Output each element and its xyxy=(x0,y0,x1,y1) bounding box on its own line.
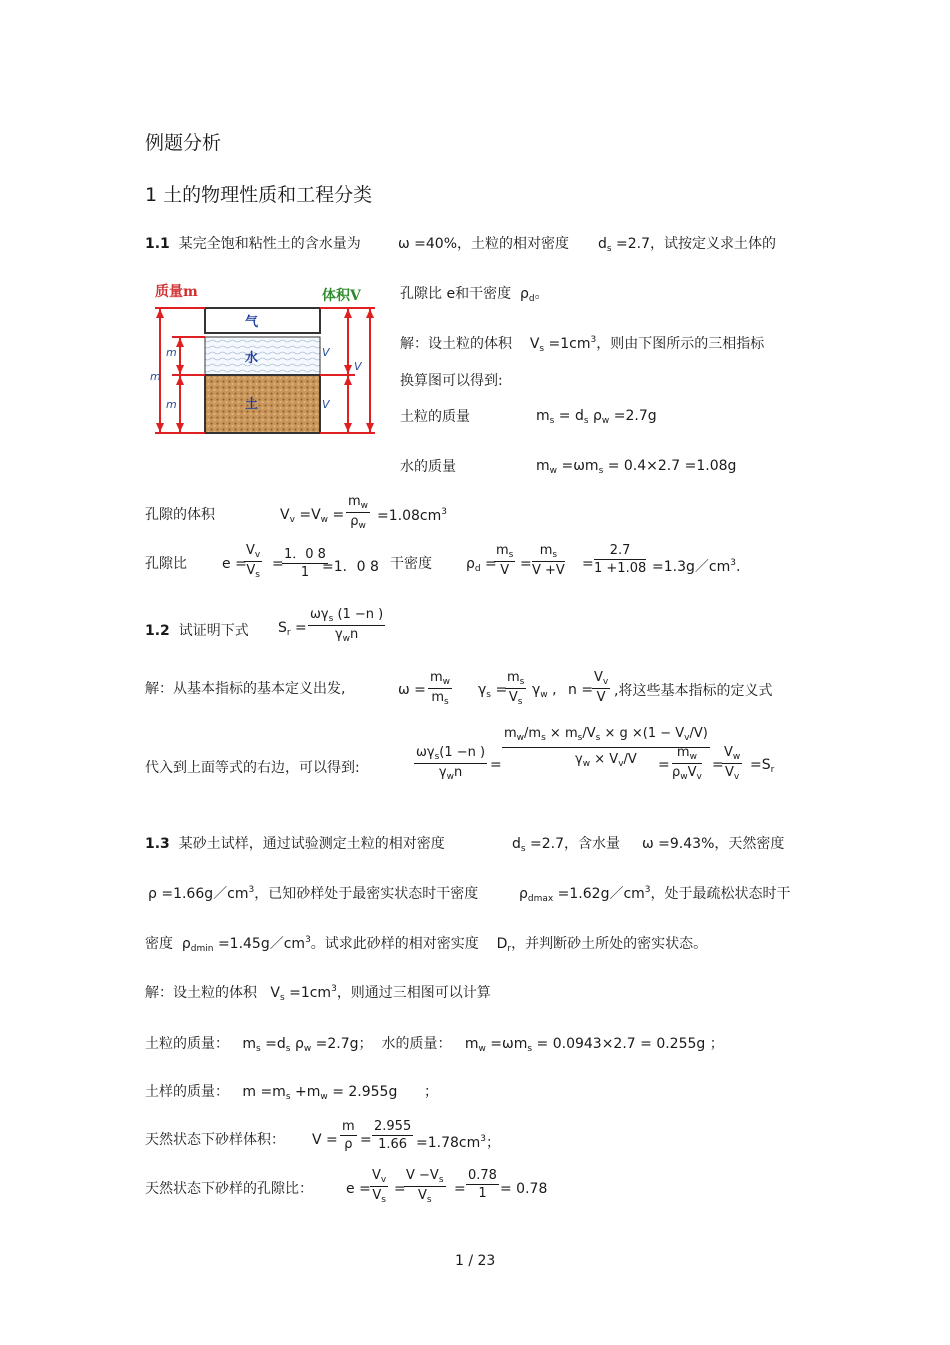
p13-v-fraction-2: $\frac{2.955}{1.66}$ xyxy=(374,1119,412,1152)
problem-1-2: 1.2 试证明下式 xyxy=(145,623,249,639)
e-label-text: 孔隙比 xyxy=(145,556,187,572)
eq-sign: = xyxy=(490,757,502,773)
solution-1-1: 解：设土粒的体积 $V_s =1cm^3$，则由下图所示的三相指标 xyxy=(400,335,765,354)
rd-label-text: 干密度 xyxy=(390,556,432,572)
air-label: 气 xyxy=(245,315,259,330)
vv-label-text: 孔隙的体积 xyxy=(145,507,215,523)
vv-value: $=1.08cm^3$ xyxy=(377,507,447,524)
rd-fraction-2: $\frac{m_s}{V +V}$ xyxy=(532,543,565,578)
ms-label-text: 土粒的质量 xyxy=(400,409,470,425)
sub-lhs-fraction: $\omega\gamma_s(1 -n$ ) $\gamma_wn$ xyxy=(416,745,486,782)
eq-sign: = xyxy=(712,757,724,773)
p13-w: ω =9.43%，天然密度 xyxy=(642,836,785,852)
page-heading: 例题分析 xyxy=(145,132,222,154)
p13-e-fraction-3: $\frac{0.78}{1}$ xyxy=(468,1168,497,1201)
p13-line3: 密度 $\rho_{dmin}$ $=1.45g/cm^3$。试求此砂样的相对密实度 $D_r$，并判断砂土所处的密实状态。 xyxy=(145,935,708,954)
sub-fraction-2: $m_w$ $\rho_wV_v$ xyxy=(672,745,702,782)
sr-fraction: $\omega\gamma_s$ (1 −n ) $\gamma_wn$ xyxy=(310,607,384,644)
mass-title: 质量m xyxy=(155,284,198,300)
mw-label-text: 水的质量 xyxy=(400,459,456,475)
p13-v-label: 天然状态下砂样体积： xyxy=(145,1132,285,1148)
water-label: 水 xyxy=(245,351,259,366)
sub-result: $=S_r$ xyxy=(750,757,775,775)
p13-e-fraction-1: $\frac{V_v}{V_s}$ xyxy=(372,1168,387,1205)
three-phase-diagram xyxy=(150,278,385,440)
p13-ds: $d_s =2.7$，含水量 xyxy=(512,836,621,854)
e-value: =1．0 8 xyxy=(322,559,379,575)
eq-sign: = xyxy=(582,556,594,572)
p13-v-value: $=1.78cm^3$； xyxy=(416,1134,500,1151)
sr-lhs: $S_r$ = xyxy=(278,620,307,638)
e-expr: e = xyxy=(222,556,247,572)
rd-value: $=1.3g/cm^3$. xyxy=(652,558,741,575)
mw-formula: $m_w =\omega m_s = 0.4\times 2.7 =1.08g$ xyxy=(536,458,737,476)
mw-label: m xyxy=(166,346,177,359)
p13-m-line: 土样的质量： $m =m_s +m_w = 2.955g$ ； xyxy=(145,1084,439,1102)
section-heading: 1 土的物理性质和工程分类 xyxy=(145,184,373,206)
page-number: 1 / 23 xyxy=(455,1253,496,1269)
eq-sign: = xyxy=(658,757,670,773)
ds-value: $d_s =2.7$，试按定义求土体的 xyxy=(598,236,777,254)
vv-label: V xyxy=(354,360,362,373)
sub-fraction-3: $\frac{V_w}{V_v}$ xyxy=(724,745,741,782)
line-void-ratio: 孔隙比 e和干密度 $\rho_d$。 xyxy=(400,286,549,304)
sub-big-fraction: $\frac{m_w/m_s \times m_s/V_s \times g \times(1 - V_v/V)}{\gamma_w \times V_v/V}$ xyxy=(504,726,708,769)
solution-1-2: 解：从基本指标的基本定义出发, xyxy=(145,681,346,697)
eq-sign: = xyxy=(520,556,532,572)
ms-label: m xyxy=(166,398,177,411)
soil-label: 土 xyxy=(245,397,259,412)
solution-1-3: 解：设土粒的体积 $V_s =1cm^3$，则通过三相图可以计算 xyxy=(145,984,491,1003)
solution-1-1-line2: 换算图可以得到: xyxy=(400,373,503,389)
vv-fraction: $\frac{m_w}{\rho_w}$ xyxy=(348,494,369,531)
def3-fraction: $\frac{V_v}{V}$ xyxy=(594,670,609,705)
p13-e-label: 天然状态下砂样的孔隙比： xyxy=(145,1181,313,1197)
rd-lhs: $\rho_d$ = xyxy=(466,556,497,574)
p13-rho: $\rho =1.66g/cm^3$，已知砂样处于最密实状态时干密度 xyxy=(148,885,479,902)
vw-label: V xyxy=(322,346,330,359)
volume-title: 体积V xyxy=(322,288,361,304)
eq-sign: = xyxy=(454,1181,466,1197)
problem-1-1-line1: 1.1 某完全饱和粘性土的含水量为 xyxy=(145,236,361,252)
def3-lhs: n = xyxy=(568,682,594,698)
e-fraction-2: $\frac{1.0 8}{1}$ xyxy=(282,543,328,580)
eq-sign: = xyxy=(394,1181,406,1197)
p13-rdmax: $\rho_{dmax}$ $=1.62g/cm^3$，处于最疏松状态时干 xyxy=(519,885,791,904)
eq-sign: = xyxy=(272,556,284,572)
def2-fraction: $\frac{m_s}{V_s}$ xyxy=(507,670,525,707)
p13-e-expr: e = xyxy=(346,1181,371,1197)
rd-fraction-3: $\frac{2.7}{1 +1.08}$ xyxy=(594,543,647,576)
vs-label: V xyxy=(322,398,330,411)
p13-v-fraction-1: $\frac{m}{\rho}$ xyxy=(342,1119,355,1152)
substitution-line: 代入到上面等式的右边，可以得到: xyxy=(145,760,360,776)
def2-lhs: $\gamma_s$ = xyxy=(478,682,508,700)
p13-e-value: = 0.78 xyxy=(500,1181,548,1197)
eq-sign: = xyxy=(360,1132,372,1148)
ms-formula: $m_s = d_s$ $\rho_w =2.7g$ xyxy=(536,408,657,426)
vv-formula: $V_v =V_w$ = xyxy=(280,507,345,525)
rd-fraction-1: $\frac{m_s}{V}$ xyxy=(496,543,514,578)
def-end: ,将这些基本指标的定义式 xyxy=(614,683,773,699)
def1-lhs: ω = xyxy=(398,682,426,698)
p13-ms-line: 土粒的质量： $m_s =d_s$ $\rho_w =2.7g$； 水的质量： $m_w =\omega m_s = 0.0943\times 2.7 = 0.255g$ ； xyxy=(145,1036,724,1054)
problem-1-3: 1.3 某砂土试样，通过试验测定土粒的相对密度 xyxy=(145,836,445,852)
e-fraction: $\frac{V_v}{V_s}$ xyxy=(246,543,261,580)
p13-e-fraction-2: $\frac{V -V_s}{V_s}$ xyxy=(406,1168,444,1205)
m-label: m xyxy=(150,370,161,383)
omega-value: ω =40%，土粒的相对密度 xyxy=(398,236,570,252)
def1-fraction: $\frac{m_w}{m_s}$ xyxy=(430,670,451,707)
p13-v-expr: V = xyxy=(312,1132,338,1148)
def2-rest: $\gamma_w$ , xyxy=(532,682,557,700)
